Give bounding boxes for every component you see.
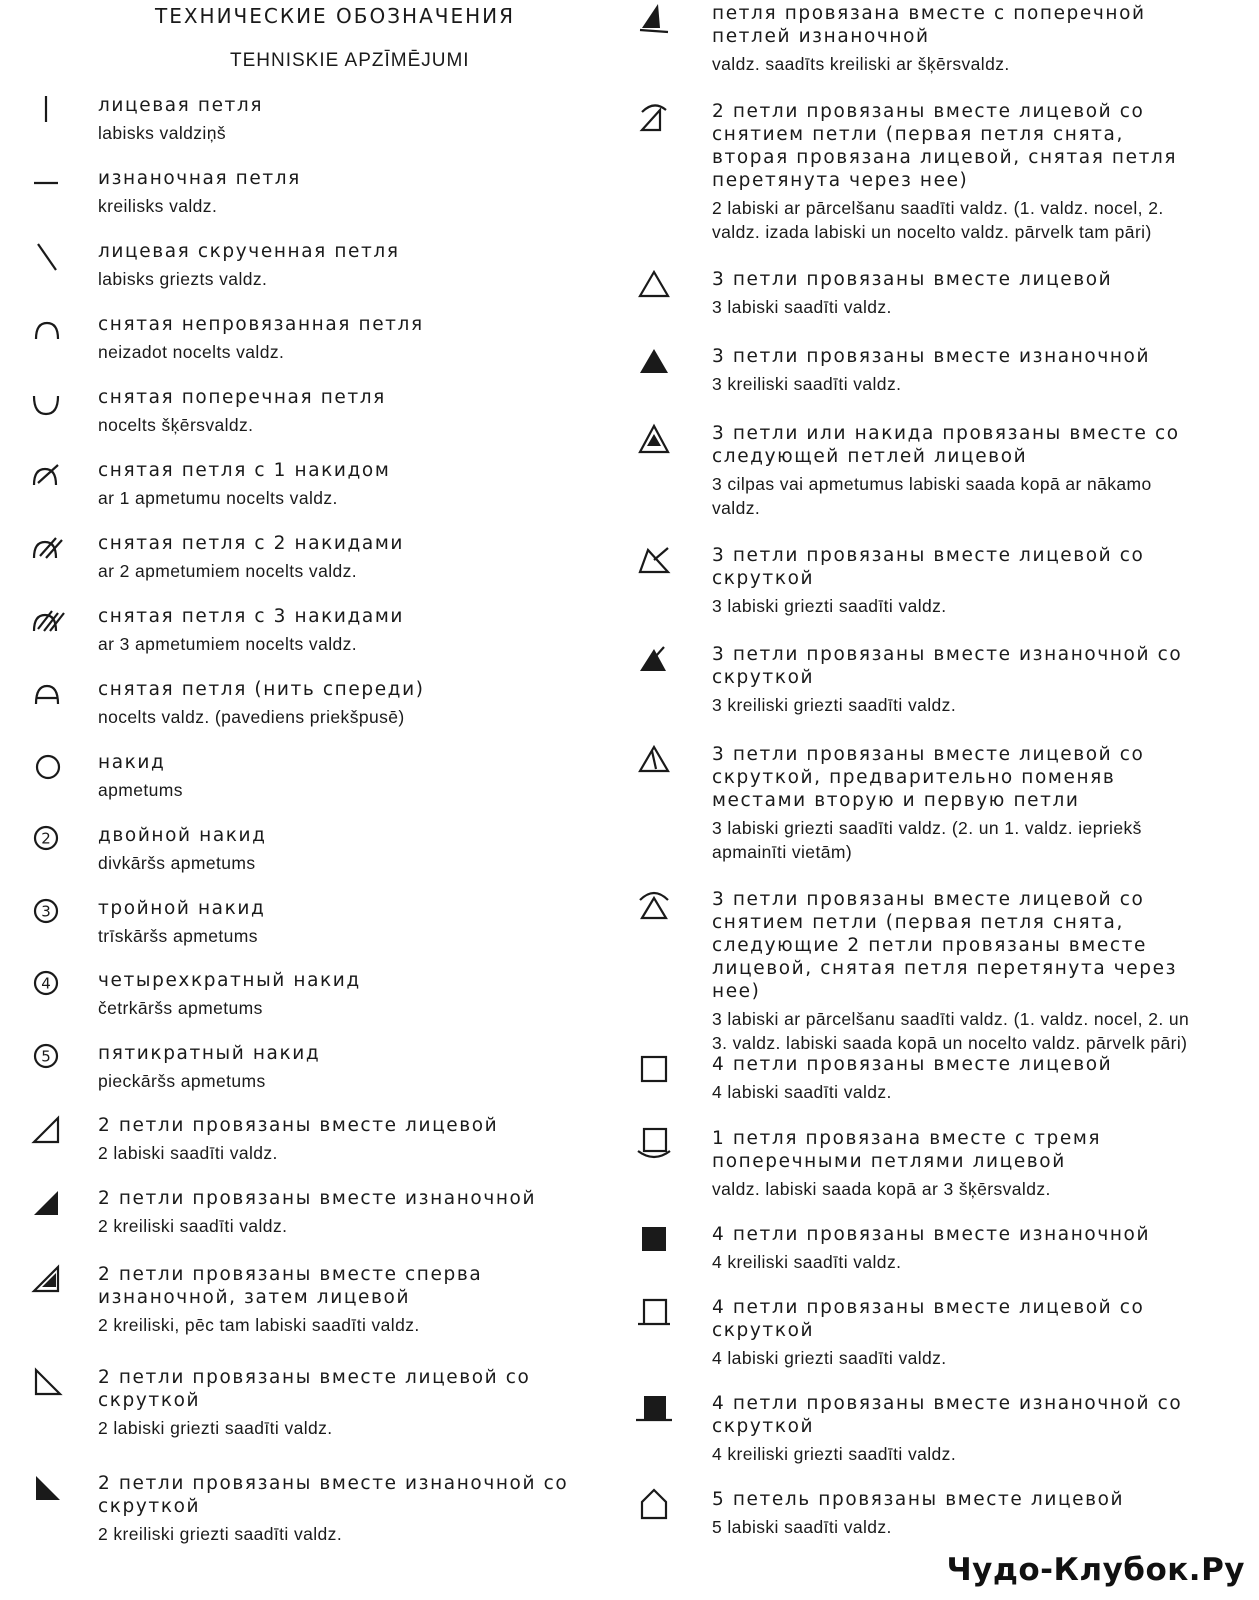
legend-lv-text: neizadot nocelts valdz.: [98, 342, 285, 362]
legend-ru-text: четырехкратный накид: [98, 970, 361, 991]
page-title: ТЕХНИЧЕСКИЕ ОБОЗНАЧЕНИЯ: [155, 4, 516, 28]
legend-ru-text: снятая петля с 3 накидами: [98, 606, 405, 627]
legend-lv-text: 5 labiski saadīti valdz.: [712, 1517, 892, 1537]
arch-icon: [28, 309, 68, 349]
legend-lv-text: 2 kreiliski saadīti valdz.: [98, 1216, 288, 1236]
cup-icon: [28, 382, 68, 422]
legend-lv-text: 2 kreiliski griezti saadīti valdz.: [98, 1524, 343, 1544]
legend-lv-text: valdz. saadīts kreiliski ar šķērsvaldz.: [712, 54, 1010, 74]
arch-three-strokes-icon: [28, 601, 68, 641]
circle-2-icon: [28, 820, 68, 860]
legend-ru-text: 2 петли провязаны вместе сперва изнаночной, затем лицевой: [98, 1264, 483, 1308]
legend-ru-text: тройной накид: [98, 898, 266, 919]
legend-ru-text: двойной накид: [98, 825, 267, 846]
legend-ru-text: петля провязана вместе с поперечной петлей изнаночной: [712, 3, 1146, 47]
square-filled-icon: [634, 1219, 674, 1259]
pentagon-outline-icon: [634, 1484, 674, 1524]
square-twisted-icon: [634, 1292, 674, 1332]
legend-ru-text: 4 петли провязаны вместе изнаночной: [712, 1224, 1151, 1245]
legend-lv-text: 3 labiski griezti saadīti valdz. (2. un 1. valdz. iepriekš apmainīti vietām): [712, 818, 1142, 862]
legend-ru-text: 1 петля провязана вместе с тремя поперечными петлями лицевой: [712, 1128, 1102, 1172]
legend-ru-text: 3 петли провязаны вместе лицевой со скруткой: [712, 545, 1145, 589]
legend-lv-text: labisks griezts valdz.: [98, 269, 268, 289]
legend-lv-text: 4 kreiliski griezti saadīti valdz.: [712, 1444, 957, 1464]
legend-lv-text: nocelts šķērsvaldz.: [98, 415, 254, 435]
legend-ru-text: снятая петля (нить спереди): [98, 679, 425, 700]
arch-one-stroke-icon: [28, 455, 68, 495]
legend-ru-text: пятикратный накид: [98, 1043, 321, 1064]
square-cup-icon: [634, 1123, 674, 1163]
legend-lv-text: ar 2 apmetumiem nocelts valdz.: [98, 561, 358, 581]
legend-ru-text: изнаночная петля: [98, 168, 301, 189]
site-watermark: Чудо-Клубок.Ру: [946, 1552, 1245, 1588]
legend-ru-text: 2 петли провязаны вместе изнаночной: [98, 1188, 537, 1209]
legend-lv-text: divkāršs apmetums: [98, 853, 256, 873]
legend-lv-text: 2 labiski griezti saadīti valdz.: [98, 1418, 333, 1438]
diagonal-slash-icon: [28, 236, 68, 276]
circle-3-icon: [28, 893, 68, 933]
legend-ru-text: 4 петли провязаны вместе изнаночной со скруткой: [712, 1393, 1183, 1437]
legend-lv-text: ar 3 apmetumiem nocelts valdz.: [98, 634, 358, 654]
icon-number: 3: [41, 902, 51, 921]
legend-lv-text: 3 labiski griezti saadīti valdz.: [712, 596, 947, 616]
legend-lv-text: 3 labiski ar pārcelšanu saadīti valdz. (1. valdz. nocel, 2. un 3. valdz. labiski saada kopā un nocelto valdz. pārvelk pāri): [712, 1009, 1190, 1053]
legend-lv-text: apmetums: [98, 780, 183, 800]
legend-lv-text: labisks valdziņš: [98, 123, 226, 143]
legend-ru-text: снятая поперечная петля: [98, 387, 386, 408]
left-triangle-filled-icon: [28, 1468, 68, 1508]
square-outline-icon: [634, 1049, 674, 1089]
circle-icon: [28, 747, 68, 787]
legend-lv-text: 4 labiski griezti saadīti valdz.: [712, 1348, 947, 1368]
triangle-filled-icon: [634, 341, 674, 381]
legend-ru-text: снятая непровязанная петля: [98, 314, 424, 335]
legend-lv-text: 3 cilpas vai apmetumus labiski saada kopā ar nākamo valdz.: [712, 474, 1152, 518]
triangle-nested-icon: [634, 418, 674, 458]
icon-number: 2: [41, 829, 51, 848]
triangle-split-icon: [634, 739, 674, 779]
legend-ru-text: 4 петли провязаны вместе лицевой: [712, 1054, 1113, 1075]
right-triangle-filled-icon: [28, 1183, 68, 1223]
legend-lv-text: valdz. labiski saada kopā ar 3 šķērsvaldz.: [712, 1179, 1051, 1199]
legend-ru-text: 3 петли провязаны вместе изнаночной: [712, 346, 1151, 367]
legend-lv-text: 3 labiski saadīti valdz.: [712, 297, 892, 317]
legend-lv-text: pieckāršs apmetums: [98, 1071, 266, 1091]
triangle-twisted-icon: [634, 540, 674, 580]
legend-lv-text: 2 kreiliski, pēc tam labiski saadīti valdz.: [98, 1315, 420, 1335]
legend-lv-text: 3 kreiliski saadīti valdz.: [712, 374, 902, 394]
legend-ru-text: 3 петли провязаны вместе лицевой со скруткой, предварительно поменяв местами вторую и первую петли: [712, 744, 1145, 811]
legend-ru-text: 3 петли провязаны вместе лицевой: [712, 269, 1113, 290]
triangle-with-arch-icon: [634, 96, 674, 136]
right-triangle-outline-icon: [28, 1110, 68, 1150]
triangle-twisted-filled-icon: [634, 639, 674, 679]
legend-lv-text: trīskāršs apmetums: [98, 926, 258, 946]
legend-ru-text: 4 петли провязаны вместе лицевой со скруткой: [712, 1297, 1145, 1341]
icon-number: 5: [41, 1047, 51, 1066]
page-subtitle: TEHNISKIE APZĪMĒJUMI: [230, 50, 470, 71]
legend-ru-text: снятая петля с 2 накидами: [98, 533, 405, 554]
legend-ru-text: лицевая петля: [98, 95, 264, 116]
circle-5-icon: [28, 1038, 68, 1078]
legend-ru-text: 5 петель провязаны вместе лицевой: [712, 1489, 1125, 1510]
legend-ru-text: 2 петли провязаны вместе лицевой со снятием петли (первая петля снята, вторая провязана лицевой, снятая петля перетянута через нее): [712, 101, 1178, 191]
arch-crossbar-icon: [28, 674, 68, 714]
legend-ru-text: накид: [98, 752, 166, 773]
legend-ru-text: 2 петли провязаны вместе лицевой со скруткой: [98, 1367, 531, 1411]
legend-ru-text: 3 петли или накида провязаны вместе со следующей петлей лицевой: [712, 423, 1180, 467]
legend-lv-text: 4 kreiliski saadīti valdz.: [712, 1252, 902, 1272]
legend-lv-text: 2 labiski saadīti valdz.: [98, 1143, 278, 1163]
vertical-bar-icon: [28, 90, 68, 130]
legend-lv-text: 4 labiski saadīti valdz.: [712, 1082, 892, 1102]
left-triangle-outline-icon: [28, 1362, 68, 1402]
legend-lv-text: kreilisks valdz.: [98, 196, 218, 216]
legend-ru-text: 3 петли провязаны вместе изнаночной со скруткой: [712, 644, 1183, 688]
icon-number: 4: [41, 974, 51, 993]
legend-ru-text: 2 петли провязаны вместе лицевой: [98, 1115, 499, 1136]
legend-lv-text: nocelts valdz. (pavediens priekšpusē): [98, 707, 405, 727]
horizontal-dash-icon: [28, 163, 68, 203]
legend-ru-text: снятая петля с 1 накидом: [98, 460, 391, 481]
square-twisted-filled-icon: [634, 1388, 674, 1428]
legend-ru-text: 3 петли провязаны вместе лицевой со снятием петли (первая петля снята, следующие 2 петли провязаны вместе лицевой, снятая петля перетянута через нее): [712, 889, 1178, 1002]
circle-4-icon: [28, 965, 68, 1005]
legend-lv-text: ar 1 apmetumu nocelts valdz.: [98, 488, 338, 508]
filled-triangle-base-icon: [634, 0, 674, 38]
legend-lv-text: četrkāršs apmetums: [98, 998, 263, 1018]
legend-ru-text: лицевая скрученная петля: [98, 241, 400, 262]
legend-ru-text: 2 петли провязаны вместе изнаночной со скруткой: [98, 1473, 569, 1517]
right-triangle-half-filled-icon: [28, 1259, 68, 1299]
triangle-arch-icon: [634, 884, 674, 924]
arch-two-strokes-icon: [28, 528, 68, 568]
legend-lv-text: 3 kreiliski griezti saadīti valdz.: [712, 695, 957, 715]
triangle-outline-icon: [634, 264, 674, 304]
legend-lv-text: 2 labiski ar pārcelšanu saadīti valdz. (1. valdz. nocel, 2. valdz. izada labiski un nocelto valdz. pārvelk tam pāri): [712, 198, 1164, 242]
